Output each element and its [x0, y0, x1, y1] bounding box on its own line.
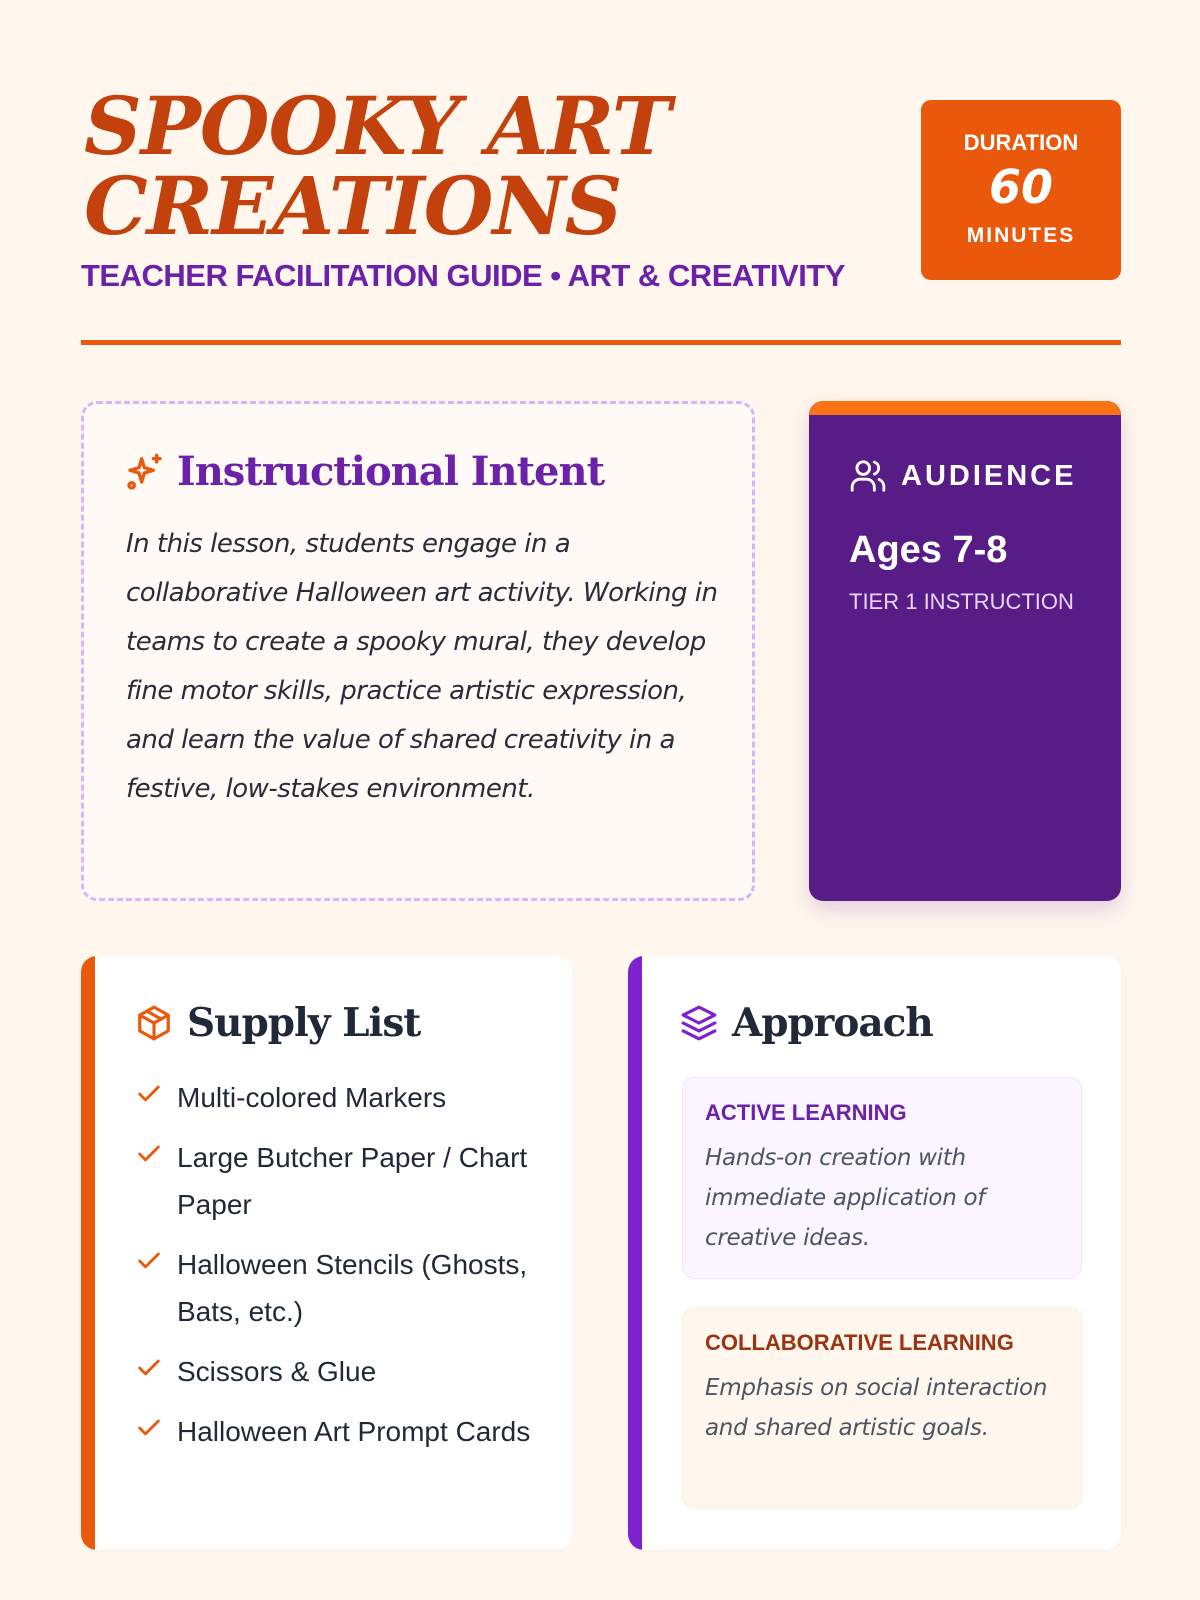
supply-item-label: Scissors & Glue: [177, 1356, 377, 1387]
method-description: Hands-on creation with immediate application of creative ideas.: [705, 1145, 986, 1251]
duration-label: DURATION: [963, 130, 1079, 155]
sparkles-icon: [125, 452, 165, 492]
method-collaborative-learning: [682, 1307, 1082, 1509]
audience-header: [849, 457, 1076, 495]
header-divider: [81, 340, 1121, 345]
check-icon: [135, 1247, 163, 1275]
intent-header: [125, 448, 604, 495]
approach-card: [628, 956, 1121, 1550]
audience-accent-bar: [809, 401, 1121, 415]
duration-unit: MINUTES: [966, 224, 1076, 247]
supply-list: [135, 1074, 555, 1468]
audience-tier: TIER 1 INSTRUCTION: [849, 589, 1074, 614]
method-title: ACTIVE LEARNING: [705, 1100, 907, 1125]
approach-header: [680, 1000, 933, 1046]
list-item: [135, 1241, 555, 1335]
package-icon: [135, 1004, 173, 1042]
page-title: SPOOKY ART CREATIONS: [84, 79, 671, 253]
check-icon: [135, 1140, 163, 1168]
supply-item-label: Large Butcher Paper / Chart Paper: [177, 1142, 528, 1220]
supply-item-label: Multi-colored Markers: [177, 1082, 447, 1113]
approach-accent-bar: [628, 956, 642, 1550]
audience-label: AUDIENCE: [901, 459, 1077, 492]
supply-heading: Supply List: [187, 1000, 421, 1046]
instructional-intent-card: [81, 401, 755, 901]
duration-value: 60: [988, 160, 1053, 214]
approach-heading: Approach: [732, 1000, 933, 1046]
intent-heading: Instructional Intent: [177, 448, 605, 495]
supply-item-label: Halloween Stencils (Ghosts, Bats, etc.): [177, 1249, 528, 1327]
list-item: [135, 1408, 555, 1455]
supply-header: [135, 1000, 420, 1046]
check-icon: [135, 1414, 163, 1442]
audience-ages: Ages 7-8: [849, 529, 1008, 571]
supply-accent-bar: [81, 956, 95, 1550]
check-icon: [135, 1354, 163, 1382]
method-description: Emphasis on social interaction and shared artistic goals.: [705, 1375, 1048, 1441]
duration-badge: [921, 100, 1121, 280]
supply-list-card: [81, 956, 573, 1550]
users-icon: [849, 457, 887, 495]
audience-card: [809, 401, 1121, 901]
layers-icon: [680, 1004, 718, 1042]
supply-item-label: Halloween Art Prompt Cards: [177, 1416, 531, 1447]
page-subtitle: TEACHER FACILITATION GUIDE • ART & CREATIVITY: [81, 258, 845, 293]
method-title: COLLABORATIVE LEARNING: [705, 1330, 1014, 1355]
check-icon: [135, 1080, 163, 1108]
list-item: [135, 1074, 555, 1121]
intent-body: In this lesson, students engage in a collaborative Halloween art activity. Working in teams to create a spooky mural, they develop fine motor skills, practice artistic expression, and learn the value of shared creativity in a festive, low-stakes environment.: [126, 529, 718, 804]
list-item: [135, 1348, 555, 1395]
list-item: [135, 1134, 555, 1228]
method-active-learning: [682, 1077, 1082, 1279]
